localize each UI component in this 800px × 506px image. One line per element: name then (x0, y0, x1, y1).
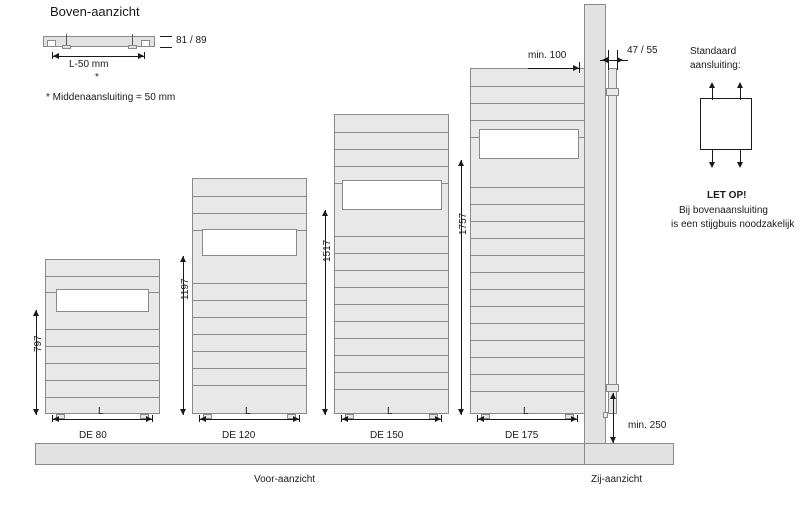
floor-side (584, 443, 674, 465)
top-view-width-arrow-right (138, 53, 144, 59)
top-view-width-tick-right (144, 52, 145, 59)
connection-arrow-top-right-stem (740, 86, 741, 100)
top-view-width-arrow-left (53, 53, 59, 59)
radiator-de80-height-line (36, 310, 37, 415)
radiator-de80-width-label: L (98, 406, 104, 417)
warning-title: LET OP! (707, 190, 747, 201)
radiator-de150-fins (335, 115, 448, 413)
radiator-de150-height-arrow-down (322, 409, 328, 415)
radiator-de120-width-line (199, 419, 299, 420)
radiator-de80-model: DE 80 (79, 430, 107, 441)
connection-title-line2: aansluiting: (690, 60, 741, 71)
min-bottom-arrow-up (610, 393, 616, 399)
radiator-de175-height-line (461, 160, 462, 415)
radiator-de80-window (56, 289, 149, 312)
radiator-de175-height-label: 1757 (458, 212, 469, 235)
radiator-de120 (192, 178, 307, 414)
radiator-de150-width-tick-right (441, 415, 442, 422)
warning-line2: is een stijgbuis noodzakelijk (671, 219, 795, 230)
radiator-de150-width-arrow-right (435, 416, 441, 422)
connection-arrow-bottom-right-head (737, 162, 743, 168)
top-view-center-dot-left (62, 45, 71, 49)
radiator-de120-window (202, 229, 297, 256)
connection-arrow-bottom-right-stem (740, 149, 741, 163)
connection-arrow-top-left-stem (712, 86, 713, 100)
radiator-de175 (470, 68, 585, 414)
top-view-center-dot-right (128, 45, 137, 49)
side-radiator-connection-stub (603, 412, 608, 418)
top-view-body (43, 36, 155, 47)
top-view-right-bracket (141, 40, 150, 47)
side-depth-arrow-left (602, 57, 608, 63)
radiator-de120-fins (193, 179, 306, 413)
connection-arrow-bottom-left-head (709, 162, 715, 168)
side-radiator-bracket-top (606, 88, 619, 96)
top-view-width-line (52, 56, 144, 57)
top-view-depth-tick-bottom (160, 47, 172, 48)
side-depth-label: 47 / 55 (627, 45, 658, 56)
radiator-de120-height-label: 1197 (180, 278, 191, 300)
connection-arrow-top-right-head (737, 82, 743, 88)
top-view-left-bracket (47, 40, 56, 47)
radiator-de120-height-arrow-up (180, 256, 186, 262)
radiator-de150-height-arrow-up (322, 210, 328, 216)
min-top-arrow (573, 65, 579, 71)
top-view-asterisk: * (95, 72, 99, 83)
radiator-de120-model: DE 120 (222, 430, 256, 441)
radiator-de175-width-line (477, 419, 577, 420)
radiator-de80-width-arrow-left (53, 416, 59, 422)
top-view-depth-tick-top (160, 36, 172, 37)
radiator-de120-height-arrow-down (180, 409, 186, 415)
connection-title-line1: Standaard (690, 46, 737, 57)
radiator-de120-width-arrow-right (293, 416, 299, 422)
radiator-de175-width-arrow-right (571, 416, 577, 422)
top-view-depth-label: 81 / 89 (176, 35, 207, 46)
radiator-de175-height-arrow-down (458, 409, 464, 415)
min-top-tick-right (579, 62, 580, 73)
side-view-label: Zij-aanzicht (591, 474, 643, 485)
min-bottom-label: min. 250 (628, 420, 667, 431)
connection-arrow-top-left-head (709, 82, 715, 88)
radiator-de80 (45, 259, 160, 414)
side-radiator-bracket-bottom (606, 384, 619, 392)
top-view-width-label: L-50 mm (69, 59, 109, 70)
radiator-de80-height-arrow-up (33, 310, 39, 316)
radiator-de175-width-label: L (523, 406, 529, 417)
radiator-de175-height-arrow-up (458, 160, 464, 166)
radiator-de150-width-arrow-left (342, 416, 348, 422)
radiator-de175-fins (471, 69, 584, 413)
min-top-label: min. 100 (528, 50, 567, 61)
connection-box (700, 98, 752, 150)
radiator-de175-window (479, 129, 579, 159)
min-bottom-line (613, 393, 614, 443)
warning-line1: Bij bovenaansluiting (679, 205, 768, 216)
top-view-title: Boven-aanzicht (50, 4, 140, 19)
radiator-de150-model: DE 150 (370, 430, 404, 441)
radiator-de80-width-arrow-right (146, 416, 152, 422)
radiator-de80-fins (46, 260, 159, 413)
connection-arrow-bottom-left-stem (712, 149, 713, 163)
radiator-de80-width-tick-right (152, 415, 153, 422)
radiator-de120-width-arrow-left (200, 416, 206, 422)
floor-front (35, 443, 587, 465)
min-bottom-arrow-down (610, 437, 616, 443)
wall-side (584, 4, 606, 465)
radiator-de80-height-label: 797 (33, 335, 44, 352)
radiator-de150-window (342, 180, 442, 210)
radiator-de120-width-label: L (245, 406, 251, 417)
radiator-de80-width-line (52, 419, 152, 420)
radiator-de150-width-label: L (387, 406, 393, 417)
radiator-de175-width-arrow-left (478, 416, 484, 422)
radiator-de175-model: DE 175 (505, 430, 539, 441)
side-depth-arrow-right (617, 57, 623, 63)
radiator-de150 (334, 114, 449, 414)
radiator-de175-width-tick-right (577, 415, 578, 422)
radiator-de80-height-arrow-down (33, 409, 39, 415)
front-view-label: Voor-aanzicht (254, 474, 316, 485)
side-radiator-profile (608, 68, 617, 414)
radiator-de150-width-line (341, 419, 441, 420)
radiator-de120-width-tick-right (299, 415, 300, 422)
top-view-note: * Middenaansluiting = 50 mm (46, 92, 176, 103)
radiator-de150-height-label: 1517 (322, 239, 333, 262)
